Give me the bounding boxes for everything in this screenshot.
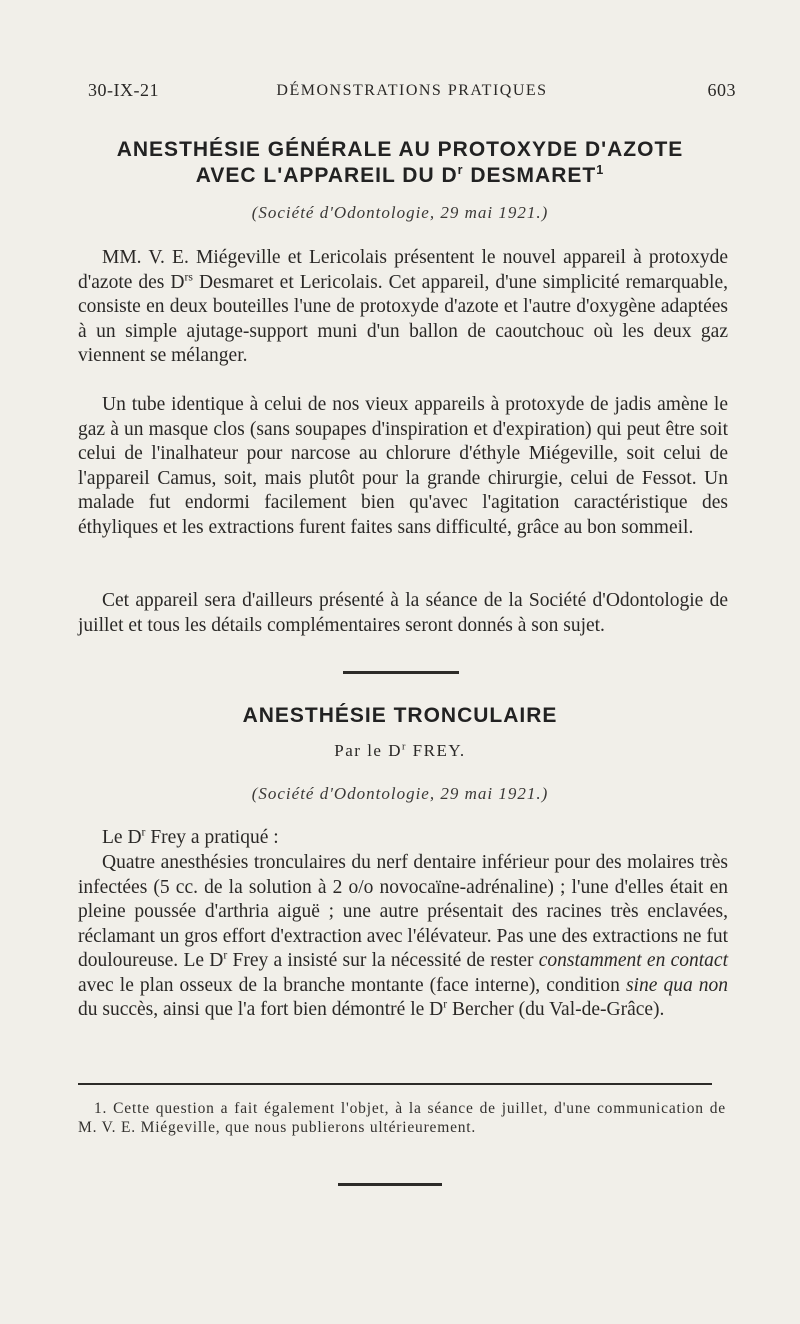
title-sup: r xyxy=(457,163,464,177)
p1-sup: rs xyxy=(184,270,193,283)
article1-paragraph-3: Cet appareil sera d'ailleurs présenté à la séance de la Société d'Odontologie de juillet et tous les détails complémentaires seront donnés à son sujet. xyxy=(78,590,728,636)
a2p2-d: du succès, ainsi que l'a fort bien démontré le D xyxy=(78,999,444,1020)
end-divider xyxy=(338,1183,442,1186)
running-header xyxy=(88,80,736,106)
a2p1-sup: r xyxy=(141,825,146,839)
a2p2-e: Bercher (du Val-de-Grâce). xyxy=(447,999,665,1020)
title-line2-pre: AVEC L'APPAREIL DU D xyxy=(195,164,458,187)
a2p1-pre: Le D xyxy=(102,827,142,848)
header-date: 30-IX-21 xyxy=(88,80,159,100)
a2p2-b: Frey a insisté sur la nécessité de rester xyxy=(227,950,539,971)
article2-title: ANESTHÉSIE TRONCULAIRE xyxy=(242,704,558,727)
a2p2-a: Quatre anesthésies tronculaires du nerf dentaire inférieur pour des molaires très infectées (5 cc. de la solution à 2 o/o novocaïne-adrénaline) ; l'une d'elles était en pleine poussée d'arthria aiguë ; une autre présentait des racines très enclavées, réclamant un gros effort d'extraction avec l'élévateur. Pas une des extractions ne fut douloureuse. Le D xyxy=(78,852,728,971)
article1-title-line2 xyxy=(40,164,760,188)
title-line2-post: DESMARET xyxy=(463,164,597,187)
article1-paragraph-2: Un tube identique à celui de nos vieux appareils à protoxyde de jadis amène le gaz à un masque clos (sans soupapes d'inspiration et d'expiration) qui peut être soit celui de l'inalhateur pour narcose au chlorure d'éthyle Miégeville, soit celui de l'appareil Camus, soit, mais plutôt pour la grande chirurgie, celui de Fessot. Un malade fut endormi facilement bien qu'avec l'agitation caractéristique des éthyliques et les extractions furent faites sans difficulté, grâce au bon sommeil. xyxy=(78,394,728,538)
section-divider xyxy=(343,671,459,674)
article1-paragraph-1 xyxy=(78,246,728,369)
header-section: DÉMONSTRATIONS PRATIQUES xyxy=(276,82,548,99)
footnote-ref: 1 xyxy=(596,163,605,177)
p1-text-a: MM. V. E. Miégeville et Lericolais présentent le nouvel appareil à protoxyde d'azote des D xyxy=(78,247,728,293)
article2-byline xyxy=(40,741,760,761)
footnote: 1. Cette question a fait également l'objet, à la séance de juillet, d'une communication de M. V. E. Miégeville, que nous publierons ultérieurement. xyxy=(78,1100,726,1136)
byline-post: FREY. xyxy=(406,741,466,760)
a2p2-c: avec le plan osseux de la branche montante (face interne), condition xyxy=(78,974,626,996)
p1-text-b: Desmaret et Lericolais. Cet appareil, d'une simplicité remarquable, consiste en deux bouteilles l'une de protoxyde d'azote et l'autre d'oxygène adaptées à un simple ajutage-support muni d'un ballon de caoutchouc où les deux gaz viennent se mélanger. xyxy=(78,271,728,366)
a2p2-emphasis-1: constamment en contact xyxy=(538,950,728,971)
article2-paragraph-2 xyxy=(78,851,728,1023)
article1-title-line1: ANESTHÉSIE GÉNÉRALE AU PROTOXYDE D'AZOTE xyxy=(116,138,684,161)
page-number: 603 xyxy=(707,80,736,100)
a2p1-post: Frey a pratiqué : xyxy=(145,827,279,848)
a2p2-emphasis-2: sine qua non xyxy=(625,974,728,996)
article2-paragraph-1 xyxy=(78,826,728,851)
a2p2-sup1: r xyxy=(223,948,228,962)
article2-society: (Société d'Odontologie, 29 mai 1921.) xyxy=(251,784,549,803)
article1-society: (Société d'Odontologie, 29 mai 1921.) xyxy=(251,203,549,222)
a2p2-sup2: r xyxy=(443,997,448,1011)
footnote-rule xyxy=(78,1083,712,1085)
byline-sup: r xyxy=(402,741,407,753)
byline-pre: Par le D xyxy=(334,741,403,760)
